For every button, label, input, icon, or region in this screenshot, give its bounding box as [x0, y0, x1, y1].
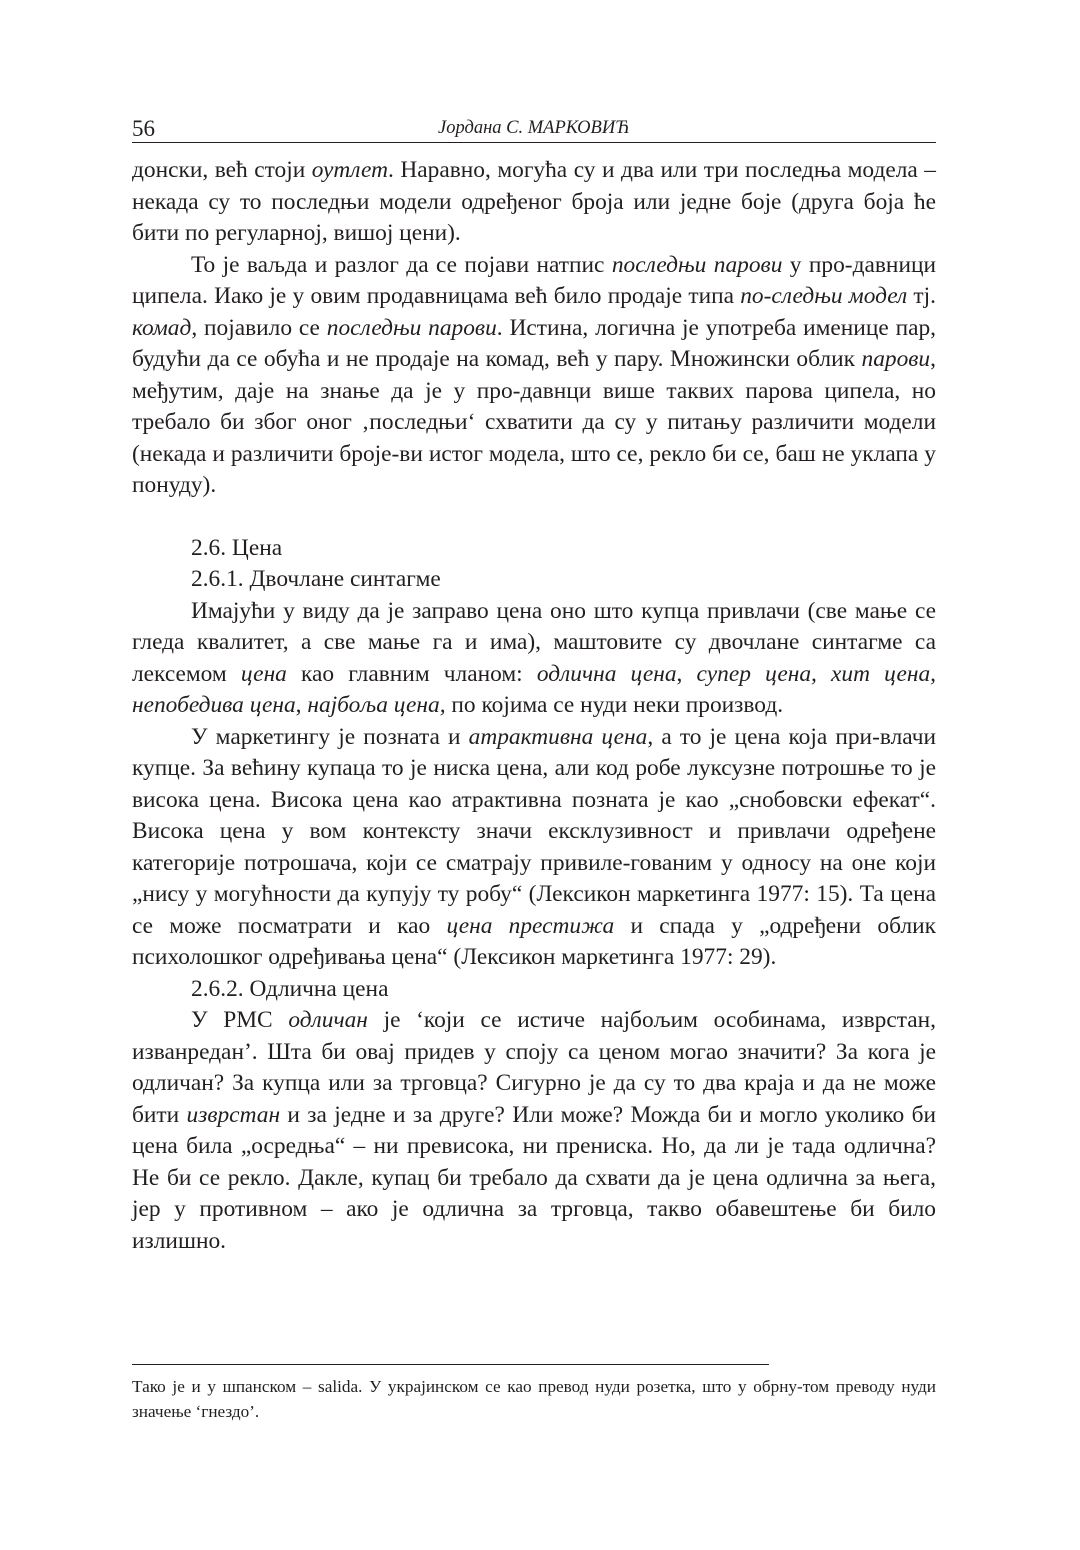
subsection-heading-2-6-2: 2.6.2. Одлична цена: [191, 975, 389, 1002]
body-text: [132, 155, 936, 1257]
paragraph-5: У РМС одличан је ‘који се истиче најбољим особинама, изврстан, изванредан’. Шта би овај придев у споју са ценом могао значити? За кога је одличан? За купца или за трговца? Сигурно је да су то два краја и да не може бити изврстан и за једне и за друге? Или може? Можда би и могло уколико би цена била „осредња“ – ни превисока, ни прениска. Но, да ли је тада одлична? Не би се рекло. Дакле, купац би требало да схвати да је цена одлична за њега, јер у противном – ако је одлична за трговца, такво обавештење би било излишно.: [132, 1007, 937, 1254]
footnote-divider: [132, 1364, 769, 1365]
paragraph-3: Имајући у виду да је заправо цена оно што купца привлачи (све мање се гледа квалитет, а све мање га и има), маштовите су двочлане синтагме са лексемом цена као главним чланом: одлична цена, супер цена, хит цена, непобедива цена, најбоља цена, по којима се нуди неки производ.: [132, 597, 936, 718]
running-header: [132, 112, 936, 143]
paragraph-2: То је ваљда и разлог да се појави натпис последњи парови у про-давници ципела. Иако је у овим продавницама већ било продаје типа по-следњи модел тј. комад, појавило се последњи парови. Истина, логична је употреба именице пар, будући да се обућа и не продаје на комад, већ у пару. Множински облик парови, међутим, даје на знање да је у про-давнци више таквих парова ципела, но требало би због оног ‚последњи‘ схватити да су у питању различити модели (некада и различити броје-ви истог модела, што се, рекло би се, баш не уклапа у понуду).: [132, 251, 937, 498]
section-heading-2-6: 2.6. Цена: [191, 534, 283, 561]
paragraph-4: У маркетингу је позната и атрактивна цена, а то је цена која при-влачи купце. За већину купаца то је ниска цена, али код робе луксузне потрошње то је висока цена. Висока цена као атрактивна позната је као „снобовски ефекат“. Висока цена у вом контексту значи ексклузивност и привлачи одређене категорије потрошача, који се сматрају привиле-гованим у односу на оне који „нису у могућности да купују ту робу“ (Лексикон маркетинга 1977: 15). Та цена се може посматрати и као цена престижа и спада у „одређени облик психолошког одређивања цена“ (Лексикон маркетинга 1977: 29).: [132, 723, 937, 970]
page-number: 56: [132, 116, 155, 141]
footnote: Тако је и у шпанском – salida. У украјинском се као превод нуди розетка, што у обрну-том преводу нуди значење ‘гнездо’.: [132, 1377, 936, 1421]
paragraph-1: донски, већ стоји оутлет. Наравно, могућа су и два или три последња модела – некада су то последњи модели одређеног броја или једне боје (друга боја ће бити по регуларној, вишој цени).: [132, 157, 936, 246]
subsection-heading-2-6-1: 2.6.1. Двочлане синтагме: [191, 566, 441, 592]
page: [132, 112, 936, 1257]
header-author: Јордана С. МАРКОВИЋ: [438, 118, 630, 138]
section-gap: [132, 502, 936, 533]
